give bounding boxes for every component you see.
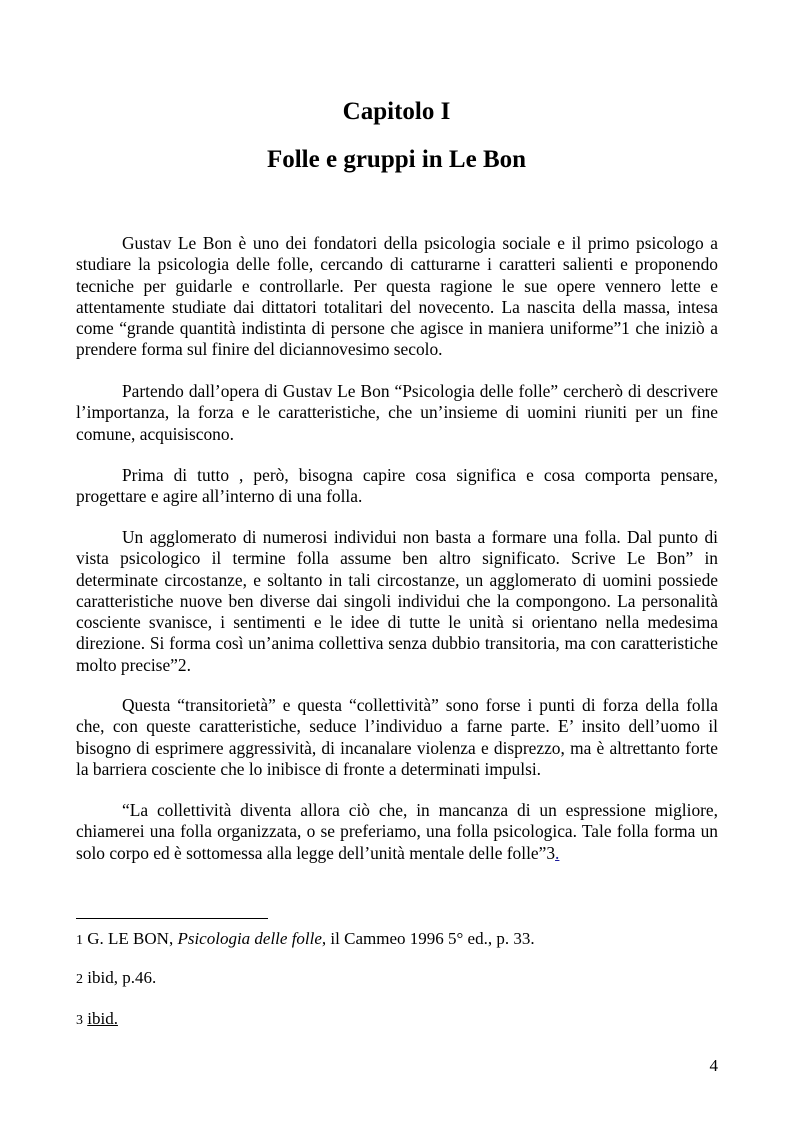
page-number: 4: [709, 1056, 718, 1075]
footnote-3: [76, 1008, 118, 1031]
footnote-publisher: , il Cammeo 1996 5° ed., p. 33.: [321, 929, 535, 948]
chapter-title: Folle e gruppi in Le Bon: [266, 146, 527, 173]
paragraph: Prima di tutto , però, bisogna capire cosa significa e cosa comporta pensare, progettare e agire all’interno di una folla.: [76, 465, 718, 507]
paragraph-last: [76, 800, 718, 864]
footnote-1: [76, 928, 535, 951]
footnote-number: 3: [76, 1013, 83, 1028]
chapter-label: Capitolo I: [342, 98, 451, 125]
paragraph: Gustav Le Bon è uno dei fondatori della psicologia sociale e il primo psicologo a studiare la psicologia delle folle, cercando di catturarne i caratteri salienti e proponendo tecniche per guidarle e controllarle. Per questa ragione le sue opere vennero lette e attentamente studiate dai dittatori totalitari del novecento. La nascita della massa, intesa come “grande quantità indistinta di persone che agisce in maniera uniforme”1 che iniziò a prendere forma sul finire del diciannovesimo secolo.: [76, 233, 718, 360]
footnote-number: 2: [76, 972, 83, 987]
footnote-2: [76, 967, 156, 990]
footnote-divider: [76, 918, 268, 919]
footnote-book-title: Psicologia delle folle: [177, 929, 322, 948]
footnote-link[interactable]: .: [555, 842, 560, 863]
paragraph: Questa “transitorietà” e questa “collettività” sono forse i punti di forza della folla che, con queste caratteristiche, seduce l’individuo a farne parte. E’ insito dell’uomo il bisogno di esprimere aggressività, di incanalare violenza e disprezzo, ma è altrettanto forte la barriera cosciente che lo inibisce di fronte a determinati impulsi.: [76, 695, 718, 779]
footnote-text: ibid, p.46.: [83, 968, 157, 987]
paragraph-last-text: “La collettività diventa allora ciò che, in mancanza di un espressione migliore, chiamerei una folla organizzata, o se preferiamo, una folla psicologica. Tale folla forma un solo corpo ed è sottomessa alla legge dell’unità mentale delle folle”3: [76, 800, 718, 863]
paragraph: Un agglomerato di numerosi individui non basta a formare una folla. Dal punto di vista psicologico il termine folla assume ben altro significato. Scrive Le Bon” in determinate circostanze, e soltanto in tali circostanze, un agglomerato di uomini possiede caratteristiche nuove ben diverse dai singoli individui che la compongono. La personalità cosciente svanisce, i sentimenti e le idee di tutte le unità si orientano nella medesima direzione. Si forma così un’anima collettiva senza dubbio transitoria, ma con caratteristiche molto precise”2.: [76, 527, 718, 675]
paragraph: Partendo dall’opera di Gustav Le Bon “Psicologia delle folle” cercherò di descrivere l’importanza, la forza e le caratteristiche, che un’insieme di uomini riuniti per un fine comune, acquisiscono.: [76, 381, 718, 444]
footnote-link-text[interactable]: ibid.: [87, 1009, 118, 1028]
footnote-author: G. LE BON,: [83, 929, 178, 948]
footnote-number: 1: [76, 933, 83, 948]
